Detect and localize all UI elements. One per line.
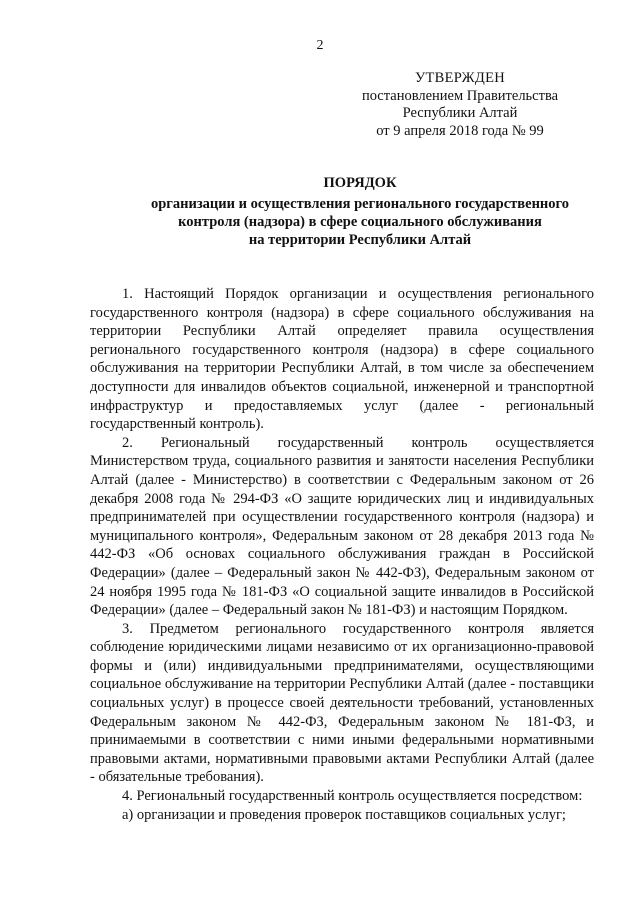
document-subtitle-line-2: контроля (надзора) в сфере социального обслуживания <box>178 214 542 230</box>
approval-line-3: от 9 апреля 2018 года № 99 <box>376 122 544 139</box>
page-number: 2 <box>316 38 324 53</box>
document-title-block <box>90 174 630 249</box>
document-subtitle-line-1: организации и осуществления регионального государственного <box>150 196 570 212</box>
paragraph-1: 1. Настоящий Порядок организации и осуществления регионального государственного контроля (надзора) в сфере социального обслуживания на территории Республики Алтай определяет правила осуществления регионального государственного контроля (надзора) в сфере социального обслуживания на территории Республики Алтай, в том числе за обеспечением доступности для инвалидов объектов социальной, инженерной и транспортной инфраструктур и предоставляемых услуг (далее - региональный государственный контроль). <box>90 286 594 433</box>
document-title: ПОРЯДОК <box>323 175 397 191</box>
approval-heading: УТВЕРЖДЕН <box>414 70 506 86</box>
approval-line-1: постановлением Правительства <box>361 87 559 104</box>
document-body <box>90 285 594 824</box>
approval-line-2: Республики Алтай <box>402 105 518 121</box>
paragraph-2: 2. Региональный государственный контроль осуществляется Министерством труда, социального развития и занятости населения Республики Алтай (далее - Министерство) в соответствии с Федеральным законом от 26 декабря 2008 года № 294-ФЗ «О защите юридических лиц и индивидуальных предпринимателей при осуществлении государственного контроля (надзора) и муниципального контроля», Федеральным законом от 28 декабря 2013 года № 442-ФЗ «Об основах социального обслуживания граждан в Российской Федерации» (далее – Федеральный закон № 442-ФЗ), Федеральным законом от 24 ноября 1995 года № 181-ФЗ «О социальной защите инвалидов в Российской Федерации» (далее – Федеральный закон № 181-ФЗ) и настоящим Порядком. <box>90 434 594 619</box>
paragraph-4a: а) организации и проведения проверок поставщиков социальных услуг; <box>122 806 566 823</box>
approval-stamp <box>330 70 590 140</box>
paragraph-3: 3. Предметом регионального государственного контроля является соблюдение юридическими лицами независимо от их организационно-правовой формы и (или) индивидуальными предпринимателями, осуществляющими социальное обслуживание на территории Республики Алтай (далее - поставщики социальных услуг) в процессе своей деятельности требований, установленных Федеральным законом № 442-ФЗ, Федеральным законом № 181-ФЗ, и принимаемыми в соответствии с ними иными федеральными нормативными правовыми актами, нормативными правовыми актами Республики Алтай (далее - обязательные требования). <box>90 620 595 786</box>
document-subtitle-line-3: на территории Республики Алтай <box>248 232 472 248</box>
paragraph-4: 4. Региональный государственный контроль осуществляется посредством: <box>122 788 583 805</box>
